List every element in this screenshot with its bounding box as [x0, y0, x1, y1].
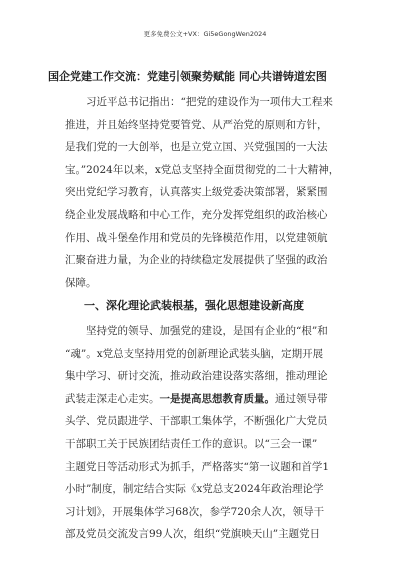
paragraph-line: 宝。”2024年以来，x党总支坚持全面贯彻党的二十大精神， [65, 163, 340, 176]
paragraph-text: 通过领导带 [275, 392, 328, 405]
paragraph-line: 头学、党员跟进学、干部职工集体学，不断强化广大党员 [65, 415, 328, 428]
paragraph-line: 小时”制度，制定结合实际《x党总支2024年政治理论学 [65, 483, 324, 496]
paragraph-text: 武装走深走心走实。 [65, 392, 160, 405]
paragraph-line: 是我们党的一大创举，也是立党立国、兴党强国的一大法 [65, 141, 328, 154]
paragraph-line: 习近平总书记指出：“把党的建设作为一项伟大工程来 [86, 96, 333, 108]
paragraph-line: 推进，并且始终坚持党要管党、从严治党的原则和方针， [65, 118, 328, 131]
paragraph-line: 作用、战斗堡垒作用和党员的先锋模范作用，以党建领航 [65, 231, 328, 244]
paragraph-line: 部及党员交流发言99人次，组织“党旗映天山”主题党日 [65, 528, 321, 541]
paragraph-line: “魂”。x党总支坚持用党的创新理论武装头脑，定期开展 [65, 347, 324, 360]
paragraph-line: 干部职工关于民族团结责任工作的意识。以“三会一课” [65, 437, 318, 450]
intro-paragraph [65, 91, 363, 294]
header-note: 更多免费公文+VX：Gi5eGongWen2024 [143, 30, 267, 38]
paragraph-line: 绕企业发展战略和中心工作，充分发挥党组织的政治核心 [65, 208, 328, 221]
paragraph-line: 集中学习、研讨交流，推动政治建设落实落细，推动理论 [65, 370, 328, 383]
paragraph-line: 保障。 [65, 276, 97, 289]
paragraph-line [65, 388, 363, 411]
paragraph-line: 主题党日等活动形式为抓手，严格落实“第一议题和首学1 [65, 460, 330, 473]
bold-subheading: 一是提高思想教育质量。 [159, 392, 275, 405]
paragraph-line: 坚持党的领导、加强党的建设，是国有企业的“根”和 [86, 325, 328, 337]
section1-paragraph [65, 320, 363, 546]
document-title: 国企党建工作交流：党建引领聚势赋能 同心共谱铸道宏图 [48, 70, 327, 83]
paragraph-line: 汇聚奋进力量，为企业的持续稳定发展提供了坚强的政治 [65, 254, 328, 267]
paragraph-line: 突出党纪学习教育，认真落实上级党委决策部署，紧紧围 [65, 186, 328, 199]
section-heading: 一、深化理论武装根基，强化思想建设新高度 [84, 299, 304, 312]
paragraph-line: 习计划》，开展集体学习68次，参学720余人次，领导干 [65, 505, 325, 518]
